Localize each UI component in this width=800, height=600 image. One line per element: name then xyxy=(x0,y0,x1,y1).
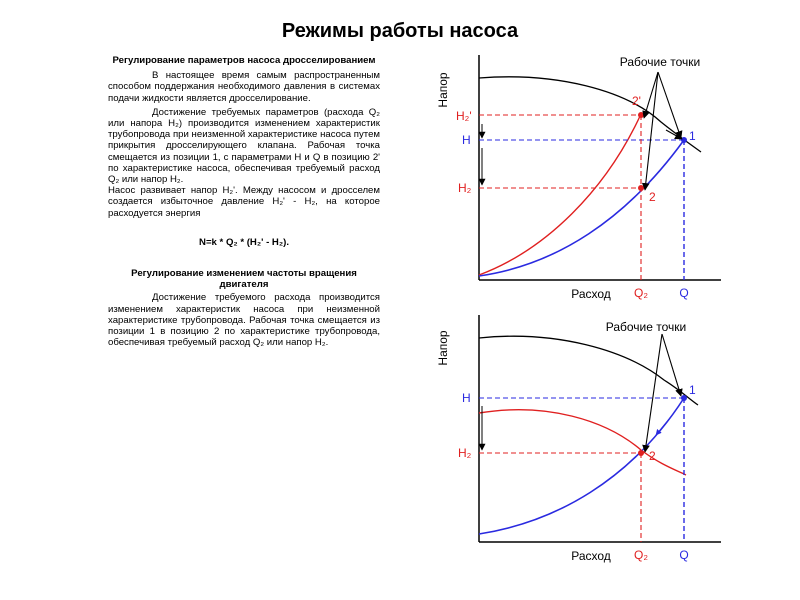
section1-paragraph-2: Достижение требуемых параметров (расхода Q₂ или напора H₂) производится изменением характеристик трубопровода при неизменной характеристике насоса путем прикрытия дросселирующего клапана. Рабочая точка смещается из позиции 1, с параметрами H и Q в позицию 2' по характеристике насоса, обеспечивая требуемый расход Q₂ или напор H₂. xyxy=(108,106,380,186)
pipe-curve xyxy=(479,140,684,276)
section2-heading: Регулирование изменением частоты вращения двигателя xyxy=(131,268,357,291)
frequency-diagram xyxy=(436,310,726,572)
annotation-arrow-2 xyxy=(645,72,658,190)
section1-paragraph-3: Насос развивает напор H₂'. Между насосом и дросселем создается избыточное давление H₂' - H₂, на которое расходуется энергия xyxy=(108,185,380,219)
y-axis-label-2: Напор xyxy=(436,330,450,366)
annotation-label: Рабочие точки xyxy=(619,55,701,69)
point-2-b xyxy=(638,450,644,456)
pipe-direction-arrow xyxy=(656,418,670,435)
point-2 xyxy=(638,185,644,191)
y-axis-label: Напор xyxy=(436,72,450,108)
tick-h2: H₂ xyxy=(458,181,472,195)
text-column xyxy=(108,55,380,348)
tick-q-2: Q xyxy=(679,548,689,562)
annotation-arrow-1-b xyxy=(662,334,681,396)
tick-h2-2: H₂ xyxy=(458,446,472,460)
section1-heading: Регулирование параметров насоса дросселированием xyxy=(112,55,376,66)
label-point-1: 1 xyxy=(689,129,696,143)
tick-h-2: H xyxy=(462,391,471,405)
point-1 xyxy=(681,137,687,143)
section1-paragraph-1: В настоящее время самым распространенным способом поддержания необходимого давления в системах подачи жидкости является дросселирование. xyxy=(108,70,380,104)
throttling-diagram xyxy=(436,50,726,302)
annotation-arrow-2-b xyxy=(645,334,662,452)
label-point-2-b: 2 xyxy=(649,449,656,463)
label-point-2: 2 xyxy=(649,190,656,204)
label-point-2prime: 2' xyxy=(632,94,641,108)
tick-h2prime: H₂' xyxy=(456,109,472,123)
reduced-pump-curve xyxy=(479,410,686,475)
annotation-label-2: Рабочие точки xyxy=(605,320,687,334)
page-title: Режимы работы насоса xyxy=(281,20,519,42)
x-axis-label-2: Расход xyxy=(571,549,611,563)
tick-q2-2: Q₂ xyxy=(634,548,648,562)
section2-paragraph-1: Достижение требуемого расхода производится изменением характеристик насоса при неизменной характеристике трубопровода. Рабочая точка смещается из позиции 1 в позицию 2 по характеристике трубопровода, обеспечивая требуемый расход Q₂ или напор H₂. xyxy=(108,292,380,349)
tick-q2: Q₂ xyxy=(634,286,648,300)
point-2prime xyxy=(638,112,644,118)
tick-q: Q xyxy=(679,286,689,300)
point-1-b xyxy=(681,395,687,401)
label-point-1-b: 1 xyxy=(689,383,696,397)
power-formula: N=k * Q₂ * (H₂' - H₂). xyxy=(199,236,289,248)
pump-curve xyxy=(479,77,701,152)
tick-h: H xyxy=(462,133,471,147)
pump-curve-2 xyxy=(479,336,698,405)
x-axis-label: Расход xyxy=(571,287,611,301)
